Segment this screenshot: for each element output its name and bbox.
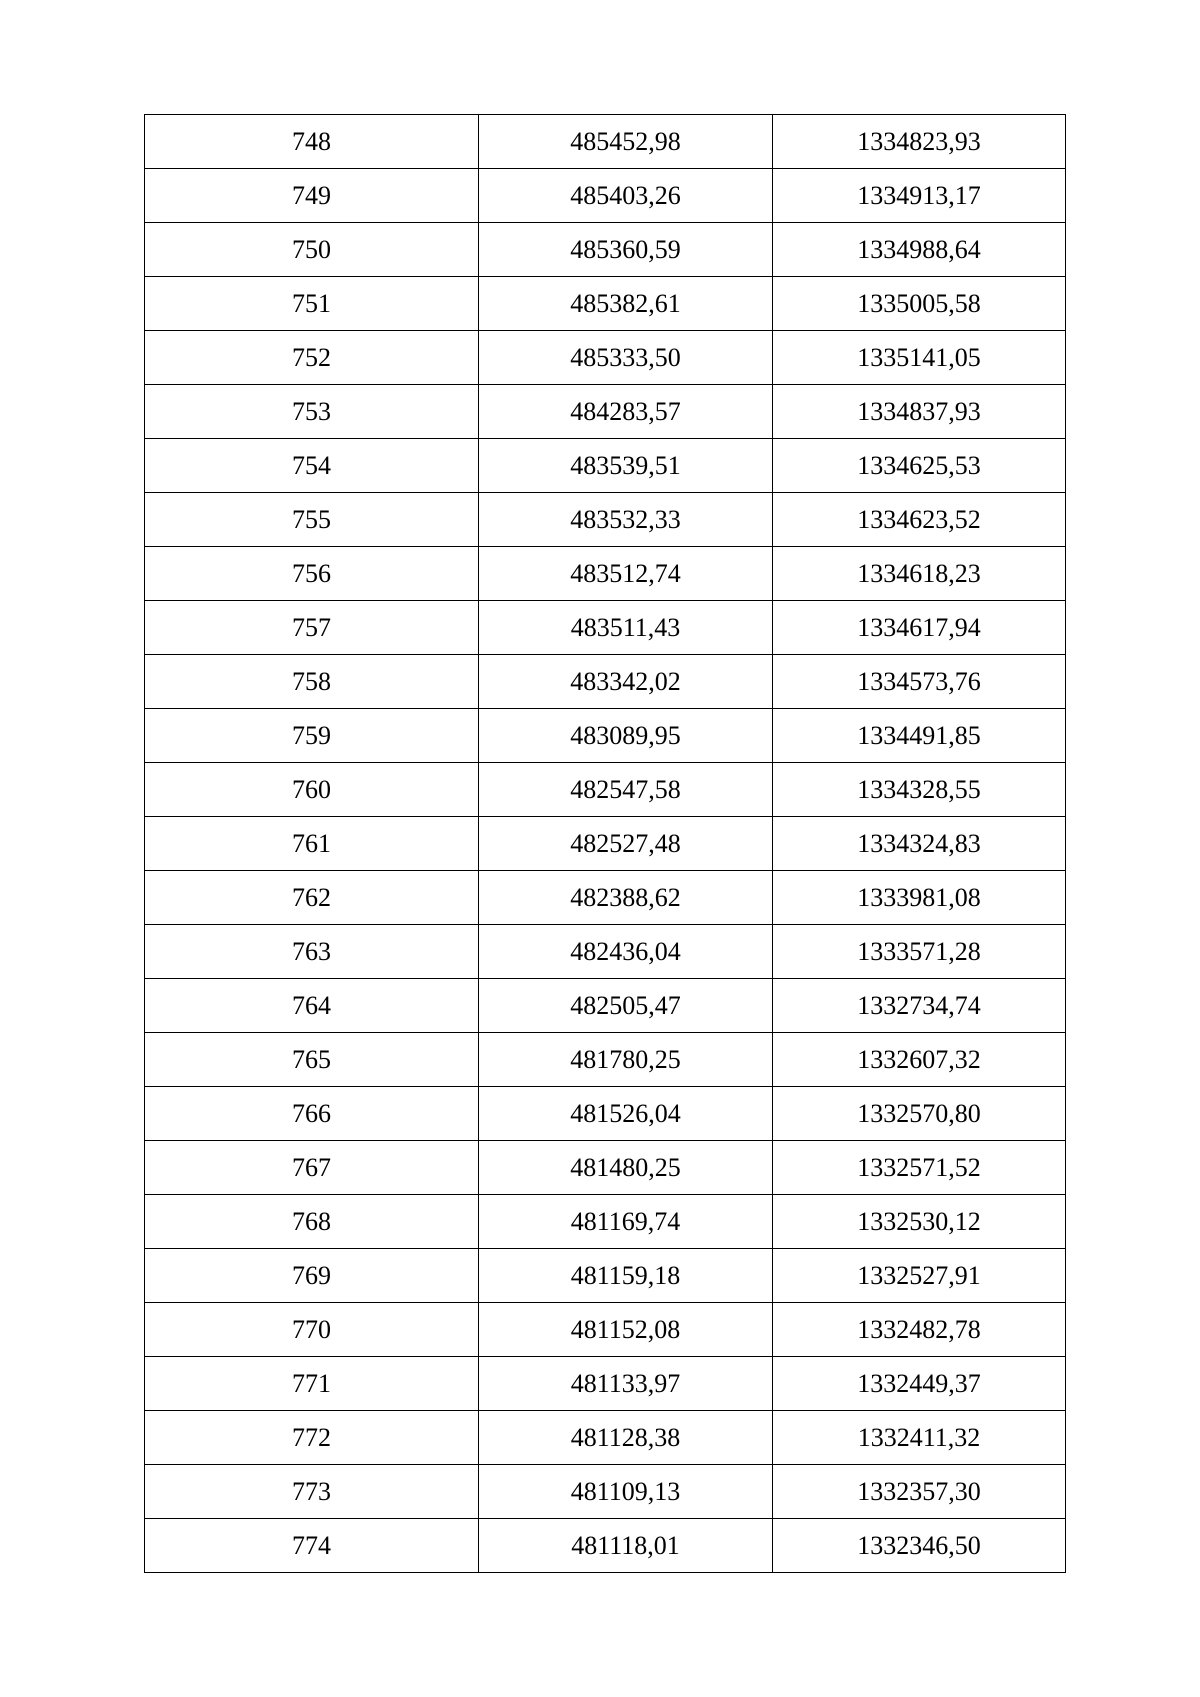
point-number-cell: 755: [145, 493, 479, 547]
x-coordinate-cell: 481159,18: [479, 1249, 773, 1303]
point-number-cell: 765: [145, 1033, 479, 1087]
point-number-cell: 752: [145, 331, 479, 385]
point-number-cell: 766: [145, 1087, 479, 1141]
y-coordinate-cell: 1334618,23: [773, 547, 1066, 601]
y-coordinate-cell: 1332530,12: [773, 1195, 1066, 1249]
x-coordinate-cell: 481169,74: [479, 1195, 773, 1249]
table-row: [145, 439, 1066, 493]
x-coordinate-cell: 485452,98: [479, 115, 773, 169]
point-number-cell: 771: [145, 1357, 479, 1411]
y-coordinate-cell: 1334491,85: [773, 709, 1066, 763]
point-number-cell: 757: [145, 601, 479, 655]
y-coordinate-cell: 1334617,94: [773, 601, 1066, 655]
x-coordinate-cell: 482527,48: [479, 817, 773, 871]
point-number-cell: 750: [145, 223, 479, 277]
x-coordinate-cell: 483539,51: [479, 439, 773, 493]
y-coordinate-cell: 1334837,93: [773, 385, 1066, 439]
point-number-cell: 772: [145, 1411, 479, 1465]
table-row: [145, 115, 1066, 169]
point-number-cell: 768: [145, 1195, 479, 1249]
x-coordinate-cell: 483532,33: [479, 493, 773, 547]
point-number-cell: 759: [145, 709, 479, 763]
y-coordinate-cell: 1334913,17: [773, 169, 1066, 223]
point-number-cell: 760: [145, 763, 479, 817]
x-coordinate-cell: 481780,25: [479, 1033, 773, 1087]
table-row: [145, 1249, 1066, 1303]
table-row: [145, 1357, 1066, 1411]
y-coordinate-cell: 1332482,78: [773, 1303, 1066, 1357]
table-row: [145, 1519, 1066, 1573]
x-coordinate-cell: 483512,74: [479, 547, 773, 601]
point-number-cell: 767: [145, 1141, 479, 1195]
x-coordinate-cell: 482436,04: [479, 925, 773, 979]
point-number-cell: 762: [145, 871, 479, 925]
coordinates-table-body: [145, 115, 1066, 1573]
point-number-cell: 753: [145, 385, 479, 439]
x-coordinate-cell: 483342,02: [479, 655, 773, 709]
y-coordinate-cell: 1332357,30: [773, 1465, 1066, 1519]
y-coordinate-cell: 1332346,50: [773, 1519, 1066, 1573]
y-coordinate-cell: 1334625,53: [773, 439, 1066, 493]
y-coordinate-cell: 1334823,93: [773, 115, 1066, 169]
table-row: [145, 1465, 1066, 1519]
table-row: [145, 925, 1066, 979]
x-coordinate-cell: 485403,26: [479, 169, 773, 223]
y-coordinate-cell: 1334623,52: [773, 493, 1066, 547]
table-row: [145, 223, 1066, 277]
table-row: [145, 1411, 1066, 1465]
point-number-cell: 763: [145, 925, 479, 979]
table-row: [145, 1087, 1066, 1141]
x-coordinate-cell: 481133,97: [479, 1357, 773, 1411]
point-number-cell: 748: [145, 115, 479, 169]
y-coordinate-cell: 1334328,55: [773, 763, 1066, 817]
table-row: [145, 601, 1066, 655]
x-coordinate-cell: 481109,13: [479, 1465, 773, 1519]
x-coordinate-cell: 484283,57: [479, 385, 773, 439]
y-coordinate-cell: 1332571,52: [773, 1141, 1066, 1195]
table-row: [145, 1303, 1066, 1357]
table-row: [145, 979, 1066, 1033]
y-coordinate-cell: 1332570,80: [773, 1087, 1066, 1141]
point-number-cell: 769: [145, 1249, 479, 1303]
table-row: [145, 169, 1066, 223]
y-coordinate-cell: 1332449,37: [773, 1357, 1066, 1411]
table-row: [145, 1033, 1066, 1087]
y-coordinate-cell: 1332734,74: [773, 979, 1066, 1033]
y-coordinate-cell: 1332411,32: [773, 1411, 1066, 1465]
table-row: [145, 709, 1066, 763]
point-number-cell: 749: [145, 169, 479, 223]
x-coordinate-cell: 485382,61: [479, 277, 773, 331]
x-coordinate-cell: 483089,95: [479, 709, 773, 763]
point-number-cell: 751: [145, 277, 479, 331]
y-coordinate-cell: 1333571,28: [773, 925, 1066, 979]
point-number-cell: 770: [145, 1303, 479, 1357]
y-coordinate-cell: 1332527,91: [773, 1249, 1066, 1303]
y-coordinate-cell: 1333981,08: [773, 871, 1066, 925]
x-coordinate-cell: 481526,04: [479, 1087, 773, 1141]
point-number-cell: 761: [145, 817, 479, 871]
y-coordinate-cell: 1335141,05: [773, 331, 1066, 385]
x-coordinate-cell: 483511,43: [479, 601, 773, 655]
point-number-cell: 773: [145, 1465, 479, 1519]
table-row: [145, 817, 1066, 871]
x-coordinate-cell: 481118,01: [479, 1519, 773, 1573]
table-row: [145, 385, 1066, 439]
table-row: [145, 655, 1066, 709]
table-row: [145, 331, 1066, 385]
y-coordinate-cell: 1334988,64: [773, 223, 1066, 277]
point-number-cell: 754: [145, 439, 479, 493]
table-row: [145, 763, 1066, 817]
x-coordinate-cell: 482505,47: [479, 979, 773, 1033]
table-row: [145, 871, 1066, 925]
x-coordinate-cell: 482547,58: [479, 763, 773, 817]
table-row: [145, 547, 1066, 601]
x-coordinate-cell: 481152,08: [479, 1303, 773, 1357]
x-coordinate-cell: 485360,59: [479, 223, 773, 277]
point-number-cell: 774: [145, 1519, 479, 1573]
coordinates-table: [144, 114, 1066, 1573]
point-number-cell: 758: [145, 655, 479, 709]
x-coordinate-cell: 481480,25: [479, 1141, 773, 1195]
table-row: [145, 493, 1066, 547]
table-row: [145, 277, 1066, 331]
table-row: [145, 1141, 1066, 1195]
y-coordinate-cell: 1335005,58: [773, 277, 1066, 331]
x-coordinate-cell: 481128,38: [479, 1411, 773, 1465]
y-coordinate-cell: 1334324,83: [773, 817, 1066, 871]
y-coordinate-cell: 1332607,32: [773, 1033, 1066, 1087]
point-number-cell: 764: [145, 979, 479, 1033]
point-number-cell: 756: [145, 547, 479, 601]
table-row: [145, 1195, 1066, 1249]
y-coordinate-cell: 1334573,76: [773, 655, 1066, 709]
x-coordinate-cell: 482388,62: [479, 871, 773, 925]
x-coordinate-cell: 485333,50: [479, 331, 773, 385]
